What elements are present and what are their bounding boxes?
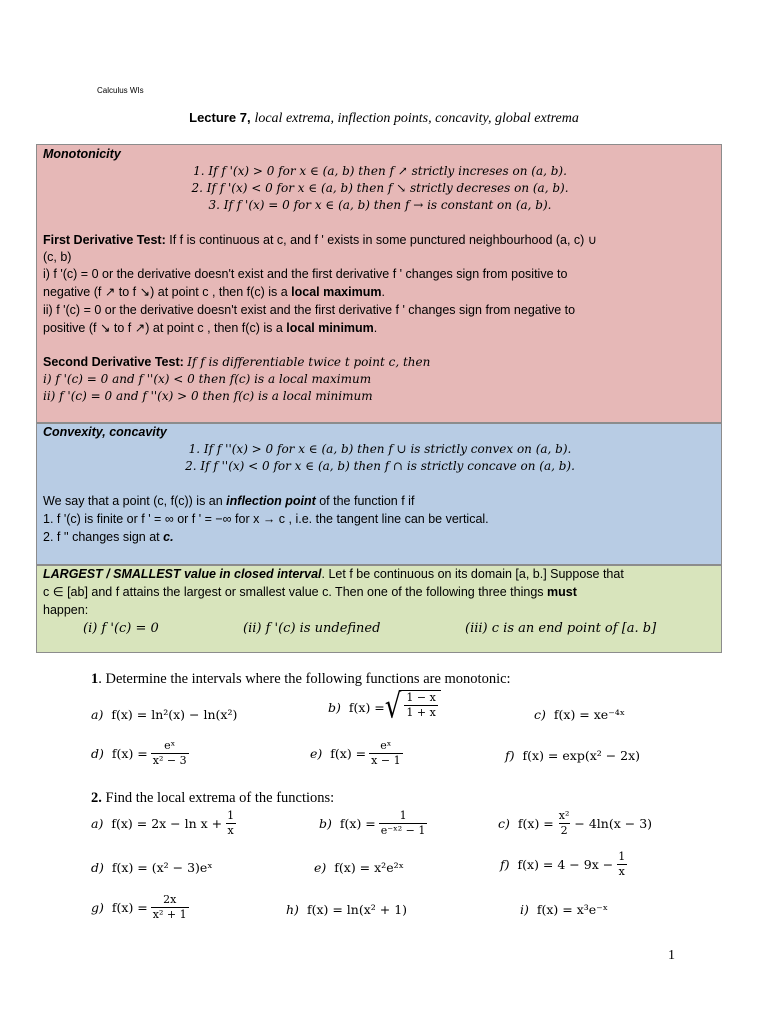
inflection-intro xyxy=(43,493,414,510)
exercise-1-text: . Determine the intervals where the following functions are monotonic: xyxy=(98,671,511,687)
ex2-g-label: g) xyxy=(91,900,104,915)
ex2-c-rhs: − 4ln(x − 3) xyxy=(574,816,653,831)
ex2-g-fraction xyxy=(151,893,189,922)
monotonicity-rule-3: 3. If f '(x) = 0 for x ∈ (a, b) then f → is constant on (a, b). xyxy=(208,198,552,212)
first-test-i-text: negative (f ↗ to f ↘) at point c , then f(c) is a xyxy=(43,285,292,299)
ex1-b-fraction xyxy=(404,691,437,724)
ex2-f-lhs: f(x) = 4 − 9x − xyxy=(517,857,614,872)
ex2-f-numerator: 1 xyxy=(618,850,626,863)
page-title xyxy=(0,109,768,127)
ex1-a xyxy=(91,707,237,722)
ex2-f-fraction xyxy=(616,850,627,879)
exercise-2-text: Find the local extrema of the functions: xyxy=(101,790,335,806)
ex1-e xyxy=(310,739,406,768)
ex2-g-numerator: 2x xyxy=(163,893,177,906)
ex2-h-formula: f(x) = ln(x² + 1) xyxy=(306,902,408,917)
page-number: 1 xyxy=(668,948,675,963)
second-derivative-test xyxy=(43,354,430,371)
ex2-h-label: h) xyxy=(286,902,299,917)
first-test-title: First Derivative Test: xyxy=(43,233,166,247)
ex2-b-numerator: 1 xyxy=(399,809,407,822)
ex2-a-lhs: f(x) = 2x − ln x + xyxy=(111,816,223,831)
sqrt-icon: √ xyxy=(384,687,402,727)
ex1-a-formula: f(x) = ln²(x) − ln(x²) xyxy=(111,707,238,722)
ex1-f-formula: f(x) = exp(x² − 2x) xyxy=(522,748,641,763)
ex2-h xyxy=(286,902,407,917)
ex2-c-fraction xyxy=(557,809,572,838)
ex2-d-formula: f(x) = (x² − 3)eˣ xyxy=(111,860,213,875)
ex2-i-label: i) xyxy=(520,902,529,917)
first-test-ii-line2: positive (f ↘ to f ↗) at point c , then f(c) is a local minimum. xyxy=(43,321,378,335)
monotonicity-rule-2: 2. If f '(x) < 0 for x ∈ (a, b) then f ↘ strictly decreses on (a, b). xyxy=(191,181,569,195)
lecture-topic: local extrema, inflection points, concavity, global extrema xyxy=(254,111,579,126)
inflection-point-term: inflection point xyxy=(226,494,316,508)
inflection-cond-2-c: c. xyxy=(163,530,174,544)
ex2-f-denominator: x xyxy=(618,865,625,878)
first-derivative-test xyxy=(43,232,597,249)
global-extrema-line-2 xyxy=(43,584,577,601)
global-extrema-line-3: happen: xyxy=(43,603,89,617)
first-test-intro-2: (c, b) xyxy=(43,250,72,264)
convexity-box xyxy=(36,423,722,565)
monotonicity-rule-1: 1. If f '(x) > 0 for x ∈ (a, b) then f ↗ strictly increses on (a, b). xyxy=(193,164,567,178)
ex1-e-denominator: x − 1 xyxy=(371,754,401,767)
ex1-f xyxy=(505,748,640,763)
second-test-title: Second Derivative Test: xyxy=(43,355,184,369)
ex1-c-label: c) xyxy=(534,707,546,722)
ex2-b xyxy=(319,809,430,838)
ex2-g xyxy=(91,893,192,922)
second-test-i: i) f '(c) = 0 and f ''(x) < 0 then f(c) is a local maximum xyxy=(43,372,372,386)
ex2-e xyxy=(314,860,404,875)
lecture-label: Lecture 7, xyxy=(189,110,251,125)
convexity-title: Convexity, concavity xyxy=(43,425,167,439)
ex2-c-denominator: 2 xyxy=(560,824,568,837)
local-maximum-term: local maximum xyxy=(291,285,382,299)
ex2-c-label: c) xyxy=(498,816,510,831)
ex1-b-numerator: 1 − x xyxy=(406,691,436,704)
global-extrema-line-1 xyxy=(43,566,624,583)
ex1-d-label: d) xyxy=(91,746,104,761)
first-test-intro: If f is continuous at c, and f ' exists in some punctured neighbourhood (a, c) ∪ xyxy=(169,233,597,247)
ex1-b-label: b) xyxy=(328,699,341,715)
ex2-g-lhs: f(x) = xyxy=(111,900,148,915)
ex2-f-label: f) xyxy=(500,857,510,872)
global-extrema-line-2-text: c ∈ [ab] and f attains the largest or smallest value c. Then one of the following three things xyxy=(43,585,547,599)
ex2-a-numerator: 1 xyxy=(227,809,235,822)
exercise-1-heading xyxy=(91,671,511,688)
ex2-i xyxy=(520,902,608,917)
ex2-e-label: e) xyxy=(314,860,327,875)
case-iii: (iii) c is an end point of [a. b] xyxy=(465,621,657,636)
ex1-e-label: e) xyxy=(310,746,323,761)
ex1-b xyxy=(328,687,441,727)
ex2-c xyxy=(498,809,652,838)
ex2-d-label: d) xyxy=(91,860,104,875)
case-ii: (ii) f '(c) is undefined xyxy=(243,621,381,636)
first-test-ii-text: positive (f ↘ to f ↗) at point c , then f(c) is a xyxy=(43,321,287,335)
ex2-a-label: a) xyxy=(91,816,104,831)
ex1-d-numerator: eˣ xyxy=(164,739,176,752)
first-test-ii-line1: ii) f '(c) = 0 or the derivative doesn't exist and the first derivative f ' changes sign from negative to xyxy=(43,303,576,317)
monotonicity-title: Monotonicity xyxy=(43,147,121,161)
exercise-2-heading xyxy=(91,790,334,807)
ex1-e-fraction xyxy=(369,739,402,768)
course-label: Calculus WIs xyxy=(97,86,144,95)
local-minimum-term: local minimum xyxy=(286,321,374,335)
convexity-rule-2: 2. If f ''(x) < 0 for x ∈ (a, b) then f ∩ is strictly concave on (a, b). xyxy=(185,459,575,473)
global-extrema-line-1-text: . Let f be continuous on its domain [a, b.] Suppose that xyxy=(321,567,624,581)
second-test-intro: If f is differentiable twice t point c, then xyxy=(187,355,431,369)
ex1-d-lhs: f(x) = xyxy=(111,746,148,761)
inflection-intro-c: of the function f if xyxy=(315,494,415,508)
global-extrema-box xyxy=(36,565,722,653)
exercise-2-number: 2. xyxy=(91,790,102,806)
ex1-b-denominator: 1 + x xyxy=(406,706,436,719)
ex1-f-label: f) xyxy=(505,748,515,763)
ex1-e-lhs: f(x) = xyxy=(330,746,367,761)
ex1-a-label: a) xyxy=(91,707,104,722)
ex1-c-formula: f(x) = xe⁻⁴ˣ xyxy=(553,707,626,722)
first-test-i-line2: negative (f ↗ to f ↘) at point c , then f(c) is a local maximum. xyxy=(43,285,385,299)
ex2-b-lhs: f(x) = xyxy=(339,816,376,831)
ex2-i-formula: f(x) = x³e⁻ˣ xyxy=(536,902,609,917)
ex1-c xyxy=(534,707,625,722)
ex1-d xyxy=(91,739,192,768)
ex1-d-fraction xyxy=(151,739,189,768)
first-test-i-line1: i) f '(c) = 0 or the derivative doesn't exist and the first derivative f ' changes sign from positive to xyxy=(43,267,568,281)
global-extrema-title: LARGEST / SMALLEST value in closed interval xyxy=(43,567,322,581)
ex1-b-lhs: f(x) = xyxy=(348,699,385,715)
ex2-a xyxy=(91,809,239,838)
inflection-cond-2-text: 2. f '' changes sign at xyxy=(43,530,164,544)
monotonicity-box xyxy=(36,144,722,423)
ex2-g-denominator: x² + 1 xyxy=(152,908,187,921)
ex2-b-fraction xyxy=(379,809,428,838)
case-i: (i) f '(c) = 0 xyxy=(83,621,159,636)
ex1-e-numerator: eˣ xyxy=(380,739,392,752)
ex2-b-denominator: e⁻ˣ² − 1 xyxy=(380,824,426,837)
inflection-cond-1: 1. f '(c) is finite or f ' = ∞ or f ' = −∞ for x → c , i.e. the tangent line can be vertical. xyxy=(43,512,489,526)
must-term: must xyxy=(547,585,577,599)
inflection-cond-2 xyxy=(43,529,174,546)
ex1-b-sqrt xyxy=(384,687,441,727)
convexity-rule-1: 1. If f ''(x) > 0 for x ∈ (a, b) then f ∪ is strictly convex on (a, b). xyxy=(188,442,572,456)
ex2-b-label: b) xyxy=(319,816,332,831)
ex2-e-formula: f(x) = x²e²ˣ xyxy=(334,860,404,875)
ex2-c-numerator: x² xyxy=(558,809,570,822)
ex2-a-fraction xyxy=(225,809,236,838)
second-test-ii: ii) f '(c) = 0 and f ''(x) > 0 then f(c) is a local minimum xyxy=(43,389,373,403)
ex2-c-lhs: f(x) = xyxy=(517,816,554,831)
inflection-intro-a: We say that a point (c, f(c)) is an xyxy=(43,494,227,508)
ex2-f xyxy=(500,850,630,879)
ex1-d-denominator: x² − 3 xyxy=(152,754,187,767)
ex2-d xyxy=(91,860,213,875)
exercise-1-number: 1 xyxy=(91,671,99,687)
ex2-a-denominator: x xyxy=(227,824,234,837)
